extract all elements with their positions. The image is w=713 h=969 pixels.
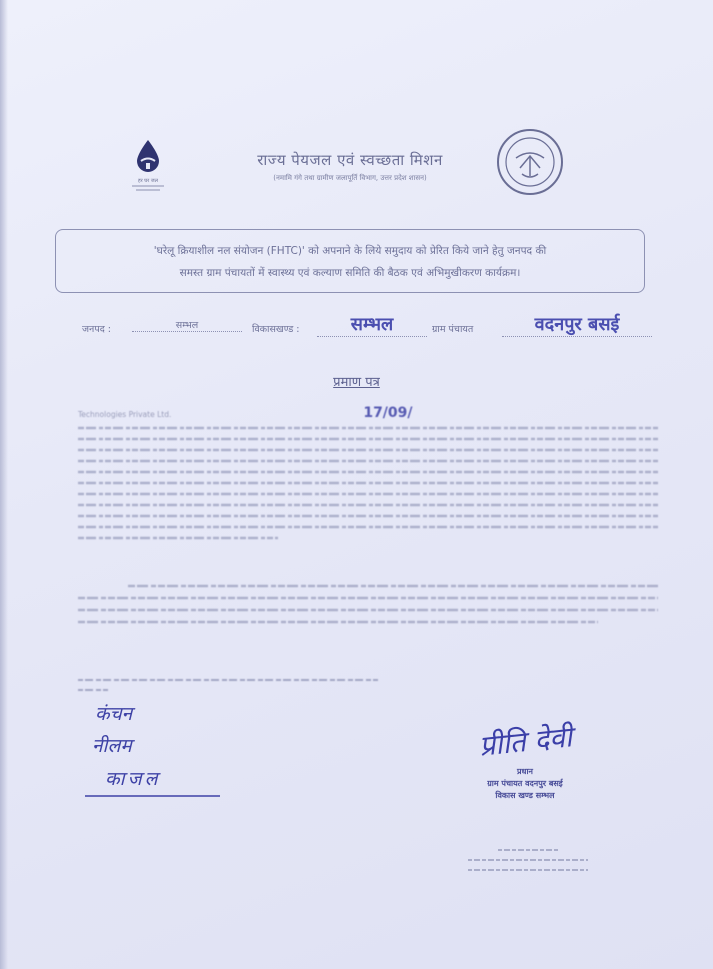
handwritten-date: 17/09/	[363, 405, 413, 421]
water-drop-icon	[133, 138, 163, 174]
officer-address	[448, 846, 608, 879]
attendance-note	[78, 676, 398, 698]
subject-box	[55, 229, 645, 293]
officer-designation: प्रधान	[517, 767, 533, 776]
company-name: Technologies Private Ltd.	[78, 410, 172, 419]
panchayat-value: वदनपुर बसई	[502, 312, 652, 337]
block-label: विकासखण्ड :	[252, 324, 300, 335]
officer-panchayat: ग्राम पंचायत वदनपुर बसई	[487, 779, 563, 788]
illegible-text-lines-2	[78, 578, 658, 626]
subject-line-1: 'घरेलू क्रियाशील नल संयोजन (FHTC)' को अपनाने के लिये समुदाय को प्रेरित किये जाने हेतु जनपद की	[153, 245, 547, 257]
officer-signature-block	[430, 722, 620, 802]
har-ghar-jal-logo	[118, 138, 178, 208]
district-label: जनपद :	[82, 324, 111, 335]
certificate-paragraph-2	[78, 578, 658, 631]
up-emblem-seal-icon	[496, 128, 564, 196]
company-line	[78, 405, 658, 422]
signature-underline	[85, 793, 225, 799]
illegible-text-lines	[78, 422, 658, 542]
member-name-2: नीलम	[92, 735, 132, 757]
member-name-3: काजल	[105, 768, 161, 790]
certificate-paragraph-1	[78, 405, 658, 546]
panchayat-label: ग्राम पंचायत	[432, 324, 474, 335]
officer-block: विकास खण्ड सम्भल	[495, 791, 555, 800]
officer-signature: प्रीति देवी	[477, 720, 574, 763]
block-value: सम्भल	[317, 312, 427, 337]
mission-title: राज्य पेयजल एवं स्वच्छता मिशन	[257, 151, 443, 169]
certificate-title: प्रमाण पत्र	[333, 375, 380, 390]
logo-left-caption-lines	[118, 184, 178, 196]
district-value: सम्भल	[132, 318, 242, 332]
mission-subtitle: (नमामि गंगे तथा ग्रामीण जलापूर्ति विभाग, उत्तर प्रदेश शासन)	[273, 174, 427, 182]
subject-line-2: समस्त ग्राम पंचायतों में स्वास्थ्य एवं कल्याण समिति की बैठक एवं अभिमुखीकरण कार्यक्रम।	[179, 267, 521, 279]
logo-left-caption: हर घर जल	[138, 178, 158, 184]
location-fields	[82, 312, 682, 346]
member-name-1: कंचन	[95, 703, 133, 725]
